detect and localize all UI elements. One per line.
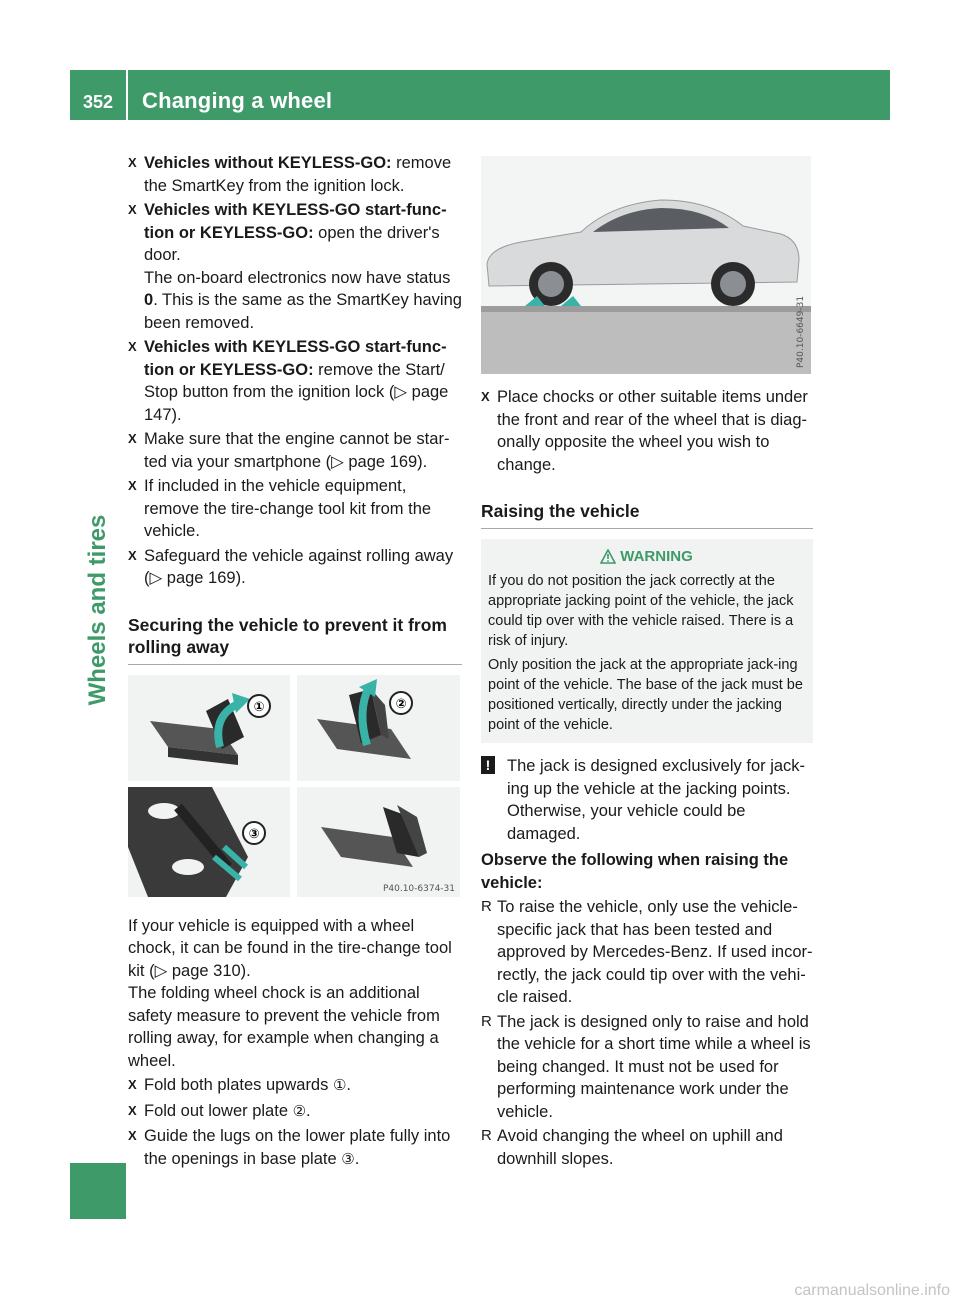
subheading: Observe the following when raising the vehicle: — [481, 851, 789, 892]
step-text: Fold out lower plate — [144, 1101, 293, 1120]
chock-panel-1 — [128, 675, 290, 781]
page-title: Changing a wheel — [142, 88, 333, 113]
chock-panel-4 — [297, 787, 460, 897]
note-text: The jack is designed exclusively for jack-ing up the vehicle at the jacking points. Otherwise, your vehicle could be damaged. — [507, 757, 806, 843]
punctuation: . — [354, 1149, 360, 1168]
section-heading-raising: Raising the vehicle — [481, 500, 813, 529]
figure-code: P40.10-6649-31 — [796, 295, 806, 368]
step-item — [128, 152, 462, 197]
bullet-item — [481, 1011, 813, 1124]
step-marker: X — [481, 389, 490, 404]
paragraph: The folding wheel chock is an additional safety measure to prevent the vehicle from rolling away, for example when changing a wheel. — [128, 984, 440, 1070]
car-chocks-figure — [481, 156, 811, 374]
side-tab-label: Wheels and tires — [84, 514, 111, 706]
punctuation: . — [346, 1076, 351, 1094]
figure-code: P40.10-6374-31 — [382, 883, 455, 894]
step-text: Make sure that the engine cannot be star-ted via your smartphone (▷ page 169). — [144, 430, 450, 471]
step-bold: Vehicles without KEYLESS-GO: — [144, 154, 392, 172]
warning-triangle-icon — [600, 549, 616, 564]
step-marker: X — [128, 202, 137, 217]
bullet-item — [481, 896, 813, 1009]
step-text: Fold both plates upwards — [144, 1076, 333, 1094]
bullet-marker: R — [481, 1012, 492, 1030]
bullet-item — [481, 1125, 813, 1170]
step-item — [481, 386, 813, 476]
reference-number: ① — [332, 1077, 347, 1094]
caution-icon: ! — [481, 756, 495, 774]
chock-panel-3 — [128, 787, 290, 897]
reference-number: ③ — [341, 1150, 355, 1168]
punctuation: . — [306, 1101, 311, 1120]
step-marker: X — [128, 1128, 137, 1143]
bullet-text: To raise the vehicle, only use the vehicle-specific jack that has been tested and approved by Mercedes-Benz. If used incor-rectly, the jack could tip over with the vehi-cle raised. — [497, 898, 813, 1006]
warning-text: Only position the jack at the appropriate jack-ing point of the vehicle. The base of the jack must be positioned vertically, directly under the jacking point of the vehicle. — [488, 657, 803, 733]
bullet-text: The jack is designed only to raise and hold the vehicle for a short time while a wheel is being changed. It must not be used for performing maintenance work under the vehicle. — [497, 1012, 811, 1121]
note-item — [481, 755, 813, 845]
step-item — [128, 428, 462, 473]
step-item — [128, 1125, 462, 1171]
step-text: remove the Start/ Stop button from the ignition lock (▷ page 147). — [144, 360, 449, 424]
page-number: 352 — [82, 92, 114, 112]
step-item — [128, 199, 462, 334]
bullet-marker: R — [481, 898, 492, 915]
left-column — [128, 152, 462, 1173]
step-bold: Vehicles with KEYLESS-GO start-func-tion or KEYLESS-GO: — [144, 338, 447, 379]
section-heading-chock: Securing the vehicle to prevent it from rolling away — [128, 614, 462, 665]
watermark: carmanualsonline.info — [794, 1282, 950, 1299]
step-text: If included in the vehicle equipment, remove the tire-change tool kit from the vehicle. — [144, 477, 432, 540]
step-text: open the driver's door. — [144, 223, 440, 264]
header-divider — [126, 70, 128, 120]
step-marker: X — [128, 547, 137, 563]
bullet-marker: R — [481, 1127, 492, 1144]
wheel-chock-figure — [128, 675, 460, 897]
step-marker: X — [128, 1102, 137, 1118]
status-value: 0 — [144, 291, 154, 309]
step-item — [128, 336, 462, 426]
callout-2: ② — [395, 696, 407, 712]
step-text: Place chocks or other suitable items under the front and rear of the wheel that is diag-onally opposite the wheel you wish to change. — [497, 388, 808, 474]
warning-title: WARNING — [620, 548, 693, 565]
step-text: The on-board electronics now have status — [144, 268, 451, 287]
reference-number: ② — [292, 1102, 307, 1120]
step-marker: X — [128, 1077, 137, 1092]
callout-1: ① — [253, 699, 265, 715]
callout-3: ③ — [248, 826, 260, 842]
step-marker: X — [128, 431, 137, 446]
step-text: Guide the lugs on the lower plate fully into the openings in base plate — [144, 1127, 451, 1168]
step-marker: X — [128, 339, 137, 354]
step-bold: Vehicles with KEYLESS-GO start-func-tion or KEYLESS-GO: — [144, 201, 447, 242]
warning-text: If you do not position the jack correctly at the appropriate jacking point of the vehicle, the jack could tip over with the vehicle raised. There is a risk of injury. — [488, 573, 794, 649]
warning-header — [488, 547, 805, 567]
step-item — [128, 1100, 462, 1124]
step-text: remove the SmartKey from the ignition lock. — [144, 154, 452, 195]
step-marker: X — [128, 155, 137, 170]
warning-box — [481, 539, 813, 743]
side-tab — [70, 420, 126, 800]
step-marker: X — [128, 478, 137, 493]
step-item — [128, 1074, 462, 1098]
step-item — [128, 545, 462, 590]
right-column — [481, 386, 813, 1172]
step-text: Safeguard the vehicle against rolling away (▷ page 169). — [144, 546, 454, 587]
bullet-text: Avoid changing the wheel on uphill and downhill slopes. — [497, 1127, 783, 1168]
side-tab-marker — [70, 1163, 126, 1219]
step-item — [128, 475, 462, 543]
chock-panel-2 — [297, 675, 460, 781]
paragraph: If your vehicle is equipped with a wheel chock, it can be found in the tire-change tool kit (▷ page 310). — [128, 916, 452, 980]
step-text: . This is the same as the SmartKey having been removed. — [144, 291, 462, 332]
